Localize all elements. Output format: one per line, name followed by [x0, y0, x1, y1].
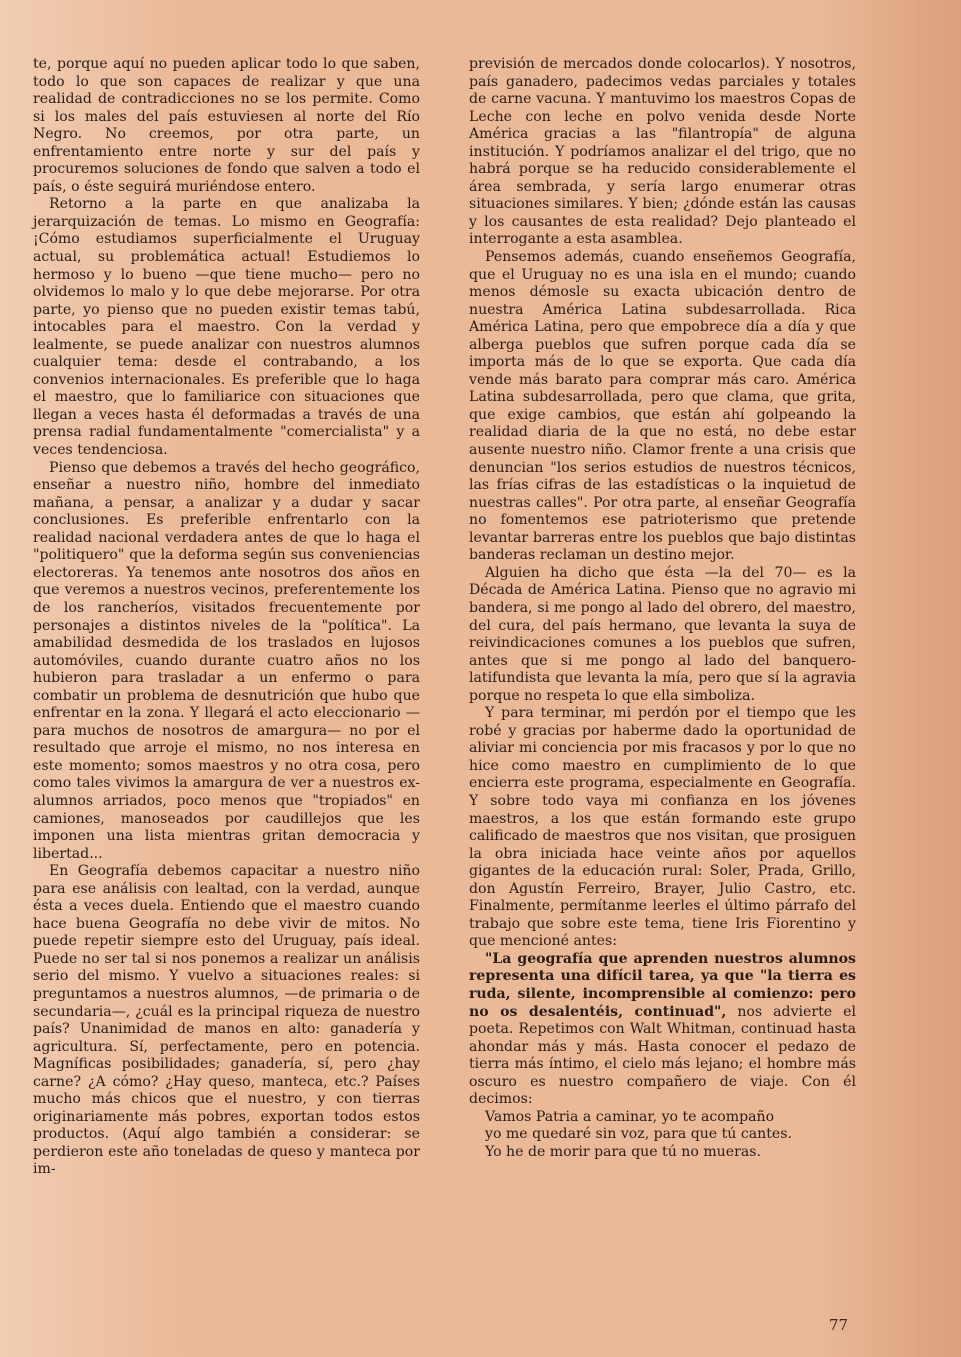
poem-line: Yo he de morir para que tú no mueras.	[485, 1143, 761, 1160]
quote-rest: nos advierte el poeta. Repetimos con Walt Whitman, continuad hasta ahondar más y más. Hasta conocer el pedazo de tierra más íntimo, el cielo más lejano; el hombre más oscuro es nuestro compañero de viaje. Con él decimos:	[469, 1003, 856, 1108]
poem-line: Vamos Patria a caminar, yo te acompaño	[485, 1108, 775, 1125]
paragraph: te, porque aquí no pueden aplicar todo lo que saben, todo lo que son capaces de realizar y que una realidad de contradicciones no se los permite. Como si los males del país estuviesen al norte del Río Negro. No creemos, por otra parte, un enfrentamiento entre norte y sur del país y procuremos soluciones de fondo que salven a todo el país, o éste seguirá muriéndose entero.	[33, 56, 420, 195]
paragraph: Pienso que debemos a través del hecho geográfico, enseñar a nuestro niño, hombre del inmediato mañana, a pensar, a analizar y a dudar y sacar conclusiones. Es preferible enfrentarlo con la realidad nacional verdadera antes de que lo haga el "politiquero" que la deforma según sus conveniencias electoreras. Ya tenemos ante nosotros dos años en que veremos a nuestros vecinos, preferentemente los de los rancheríos, visitados frecuentemente por personajes a distintos niveles de la "política". La amabilidad desmedida de los traslados en lujosos automóviles, cuando durante cuatro años no los hubieron para trasladar a un enfermo o para combatir un problema de desnutrición que hubo que enfrentar en la zona. Y llegará el acto eleccionario —para muchos de nosotros de amargura— no por el resultado que arroje el mismo, no nos interesa en este momento; somos maestros y no otra cosa, pero como tales vivimos la amargura de ver a nuestros ex-alumnos arriados, poco menos que "tropiados" en camiones, manoseados por caudillejos que les imponen una lista mientras gritan democracia y libertad...	[33, 459, 420, 862]
paragraph: Pensemos además, cuando enseñemos Geografía, que el Uruguay no es una isla en el mundo; cuando menos démosle su exacta ubicación dentro de nuestra América Latina subdesarrollada. Rica América Latina, pero que empobrece día a día y que alberga pueblos que sufren porque cada día se importa más de lo que se exporta. Que cada día vende más barato para comprar más caro. América Latina subdesarrollada, pero que clama, que grita, que exige cambios, que están ahí golpeando la realidad diaria de la que no está, no debe estar ausente nuestro niño. Clamor frente a una crisis que denuncian "los serios estudios de nuestros técnicos, las frías cifras de las estadísticas o la inquietud de nuestras calles". Por otra parte, al enseñar Geografía no fomentemos ese patrioterismo que pretende levantar barreras entre los pueblos que bajo distintas banderas reclaman un destino mejor.	[469, 249, 856, 564]
right-column	[469, 56, 856, 1161]
poem	[469, 1109, 856, 1162]
page-number: 77	[829, 1316, 849, 1334]
quote-bold: "La geografía que aprenden nuestros alumnos representa una difícil tarea, ya que "la tierra es ruda, silente, incomprensible al comienzo: pero no os desalentéis, continuad",	[469, 950, 856, 1020]
paragraph: En Geografía debemos capacitar a nuestro niño para ese análisis con lealtad, con la verdad, aunque ésta a veces duela. Entiendo que el maestro cuando hace buena Geografía no debe vivir de mitos. No puede repetir siempre esto del Uruguay, país ideal. Puede no ser tal si nos ponemos a realizar un análisis serio del mismo. Y vuelvo a situaciones reales: si preguntamos a nuestros alumnos, —de primaria o de secundaria—, ¿cuál es la principal riqueza de nuestro país? Unanimidad de manos en alto: ganadería y agricultura. Sí, perfectamente, pero en potencia. Magníficas posibilidades; ganadería, sí, pero ¿hay carne? ¿A cómo? ¿Hay queso, manteca, etc.? Países mucho más chicos que el nuestro, y con tierras originariamente más pobres, exportan todos estos productos. (Aquí algo también a considerar: se perdieron este año toneladas de queso y manteca por im-	[33, 863, 420, 1178]
paragraph: Y para terminar, mi perdón por el tiempo que les robé y gracias por haberme dado la oportunidad de aliviar mi conciencia por mis fracasos y por lo que no hice como maestro en cumplimiento de lo que encierra este programa, especialmente en Geografía. Y sobre todo vaya mi confianza en los jóvenes maestros, a los que están formando este grupo calificado de maestros que nos visitan, que prosiguen la obra iniciada hace veinte años por aquellos gigantes de la educación rural: Soler, Prada, Grillo, don Agustín Ferreiro, Brayer, Julio Castro, etc. Finalmente, permítanme leerles el último párrafo del trabajo que sobre este tema, tiene Iris Fiorentino y que mencioné antes:	[469, 705, 856, 950]
left-column	[33, 56, 420, 1179]
poem-line: yo me quedaré sin voz, para que tú cantes.	[485, 1126, 792, 1143]
paragraph: Alguien ha dicho que ésta —la del 70— es la Década de América Latina. Pienso que no agravio mi bandera, si me pongo al lado del obrero, del maestro, del cura, del país hermano, que levanta la suya de reivindicaciones comunes a los pueblos que sufren, antes que si me pongo al lado del banquero-latifundista que levanta la mía, pero que sí la agravia porque no respeta lo que ella simboliza.	[469, 564, 856, 704]
paragraph: previsión de mercados donde colocarlos). Y nosotros, país ganadero, padecimos vedas parciales y totales de carne vacuna. Y mantuvimo los maestros Copas de Leche con leche en polvo venida desde Norte América gracias a las "filantropía" de alguna institución. Y podríamos analizar el del trigo, que no habrá porque se ha reducido considerablemente el área sembrada, y sería largo enumerar otras situaciones similares. Y bien; ¿dónde están las causas y los causantes de esta realidad? Dejo planteado el interrogante a esta asamblea.	[469, 56, 856, 248]
paragraph: Retorno a la parte en que analizaba la jerarquización de temas. Lo mismo en Geografía: ¡Cómo estudiamos superficialmente el Uruguay actual, su problemática actual! Estudiemos lo hermoso y lo bueno —que tiene mucho— pero no olvidemos lo malo y lo que debe mejorarse. Por otra parte, yo pienso que no pueden existir temas tabú, intocables para el maestro. Con la verdad y lealmente, se puede analizar con nuestros alumnos cualquier tema: desde el contrabando, a los convenios internacionales. Es preferible que lo haga el maestro, que lo familiarice con situaciones que llegan a veces hasta él deformadas a través de una prensa radial fundamentalmente "comercialista" y a veces tendenciosa.	[33, 196, 420, 459]
quote-paragraph	[469, 951, 856, 1109]
